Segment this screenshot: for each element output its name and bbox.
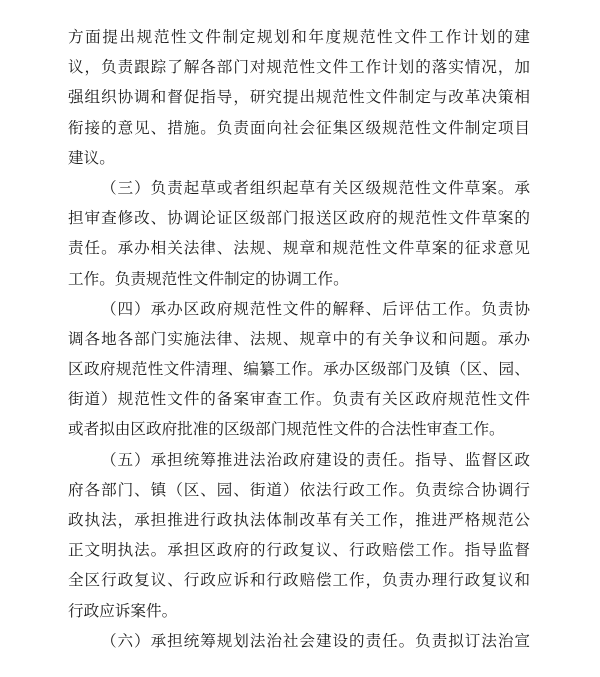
text-line: （四）承办区政府规范性文件的解释、后评估工作。负责协 [101, 299, 530, 318]
text-line: 调各地各部门实施法律、法规、规章中的有关争议和问题。承办 [68, 329, 530, 348]
text-line: 街道）规范性文件的备案审查工作。负责有关区政府规范性文件 [68, 390, 530, 409]
text-line: 正文明执法。承担区政府的行政复议、行政赔偿工作。指导监督 [68, 541, 530, 560]
text-line: 责任。承办相关法律、法规、规章和规范性文件草案的征求意见 [68, 239, 530, 258]
text-line: 全区行政复议、行政应诉和行政赔偿工作，负责办理行政复议和 [68, 571, 530, 590]
paragraph-4 [68, 445, 530, 626]
document-body [68, 22, 530, 656]
paragraph-5 [68, 626, 530, 656]
text-line: 议，负责跟踪了解各部门对规范性文件工作计划的落实情况，加 [68, 58, 530, 77]
text-line: 区政府规范性文件清理、编纂工作。承办区级部门及镇（区、园、 [68, 360, 530, 379]
text-line: 工作。负责规范性文件制定的协调工作。 [68, 269, 349, 288]
text-line: 政执法，承担推进行政执法体制改革有关工作，推进严格规范公 [68, 511, 530, 529]
text-line: （五）承担统筹推进法治政府建设的责任。指导、监督区政 [101, 450, 530, 469]
text-line: 府各部门、镇（区、园、街道）依法行政工作。负责综合协调行 [68, 480, 530, 499]
paragraph-2 [68, 173, 530, 294]
text-line: 或者拟由区政府批准的区级部门规范性文件的合法性审查工作。 [68, 420, 505, 439]
text-line: （六）承担统筹规划法治社会建设的责任。负责拟订法治宣 [101, 631, 530, 650]
text-line: 行政应诉案件。 [68, 601, 178, 620]
text-line: 衔接的意见、措施。负责面向社会征集区级规范性文件制定项目 [68, 118, 530, 137]
paragraph-1 [68, 22, 530, 173]
text-line: （三）负责起草或者组织起草有关区级规范性文件草案。承 [101, 178, 530, 197]
text-line: 担审查修改、协调论证区级部门报送区政府的规范性文件草案的 [68, 209, 530, 228]
paragraph-3 [68, 294, 530, 445]
text-line: 方面提出规范性文件制定规划和年度规范性文件工作计划的建 [68, 28, 530, 46]
text-line: 建议。 [68, 148, 115, 167]
text-line: 强组织协调和督促指导，研究提出规范性文件制定与改革决策相 [68, 88, 530, 107]
